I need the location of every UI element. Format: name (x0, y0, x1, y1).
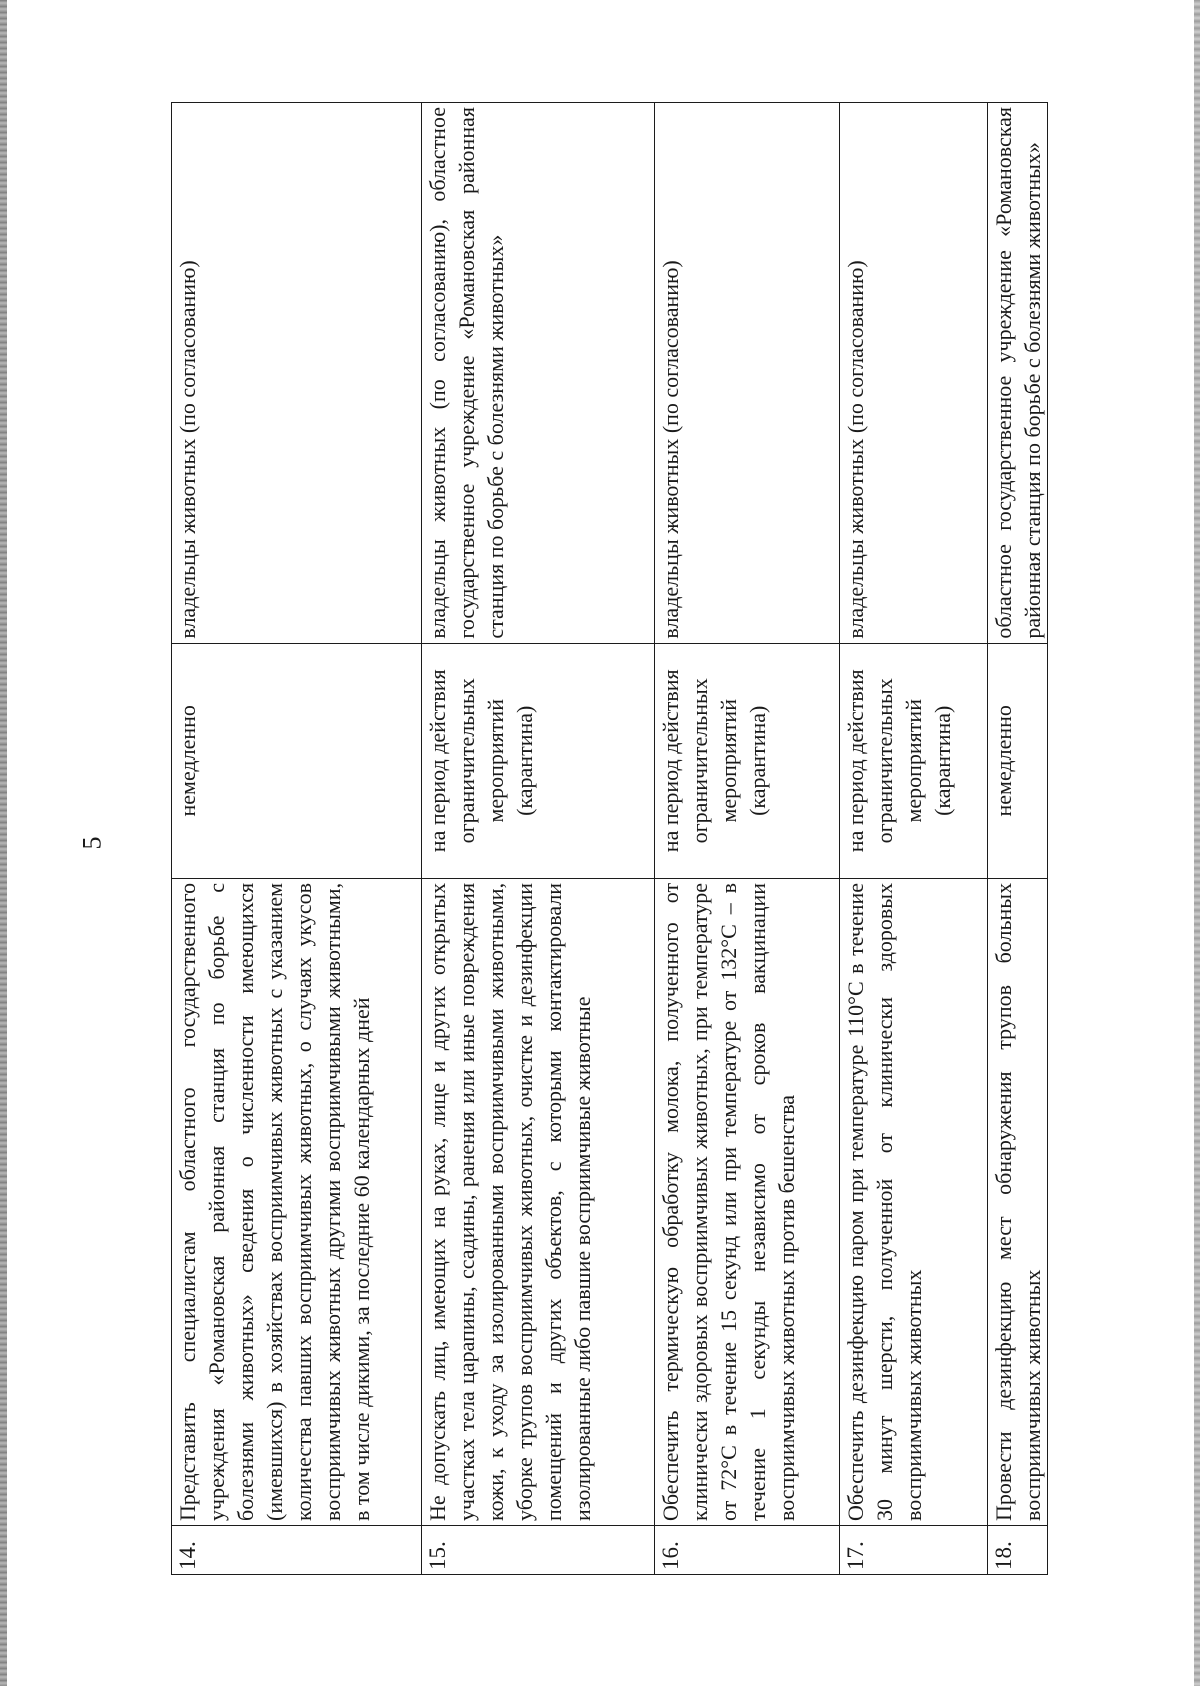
measure-text: Не допускать лиц, имеющих на руках, лице и других открытых участках тела царапины, ссадины, ранения или иные повреждения кожи, к уходу за изолированными восприимчивыми животными, уборке трупов восприимчивых животных, очистке и дезинфекции помещений и других объектов, с которыми контактировали изолированные либо павшие восприимчивые животные (422, 878, 655, 1525)
row-number: 15. (422, 1525, 655, 1574)
row-number: 14. (172, 1525, 422, 1574)
page-number: 5 (77, 836, 107, 850)
row-number: 17. (840, 1525, 988, 1574)
responsible-text: владельцы животных (по согласованию) (172, 103, 422, 644)
row-number: 18. (988, 1525, 1048, 1574)
table-row (655, 103, 840, 1575)
deadline-text: на период действия ограничительных мероприятий (карантина) (655, 643, 840, 878)
responsible-text: владельцы животных (по согласованию) (655, 103, 840, 644)
deadline-text: немедленно (988, 643, 1048, 878)
measure-text: Представить специалистам областного государственного учреждения «Романовская районная станция по борьбе с болезнями животных» сведения о численности имеющихся (имевшихся) в хозяйствах восприимчивых животных с указанием количества павших восприимчивых животных, о случаях укусов восприимчивых животных другими восприимчивыми животными, в том числе дикими, за последние 60 календарных дней (172, 878, 422, 1525)
measure-text: Обеспечить дезинфекцию паром при температуре 110°С в течение 30 минут шерсти, полученной от клинически здоровых восприимчивых животных (840, 878, 988, 1525)
table-row (422, 103, 655, 1575)
measures-table (171, 102, 1048, 1575)
measure-text: Провести дезинфекцию мест обнаружения трупов больных восприимчивых животных (988, 878, 1048, 1525)
row-number: 16. (655, 1525, 840, 1574)
deadline-text: на период действия ограничительных мероприятий (карантина) (840, 643, 988, 878)
deadline-text: на период действия ограничительных мероприятий (карантина) (422, 643, 655, 878)
scan-edge-left (0, 0, 7, 1686)
responsible-text: владельцы животных (по согласованию), областное государственное учреждение «Романовская районная станция по борьбе с болезнями животных» (422, 103, 655, 644)
deadline-text: немедленно (172, 643, 422, 878)
responsible-text: владельцы животных (по согласованию) (840, 103, 988, 644)
responsible-text: областное государственное учреждение «Романовская районная станция по борьбе с болезнями животных» (988, 103, 1048, 644)
rotated-sheet (171, 102, 1045, 1575)
table-row (988, 103, 1048, 1575)
measure-text: Обеспечить термическую обработку молока, полученного от клинически здоровых восприимчивых животных, при температуре от 72°С в течение 15 секунд или при температуре от 132°С – в течение 1 секунды независимо от сроков вакцинации восприимчивых животных против бешенства (655, 878, 840, 1525)
scan-edge-right (1194, 0, 1200, 1686)
table-row (172, 103, 422, 1575)
table-row (840, 103, 988, 1575)
